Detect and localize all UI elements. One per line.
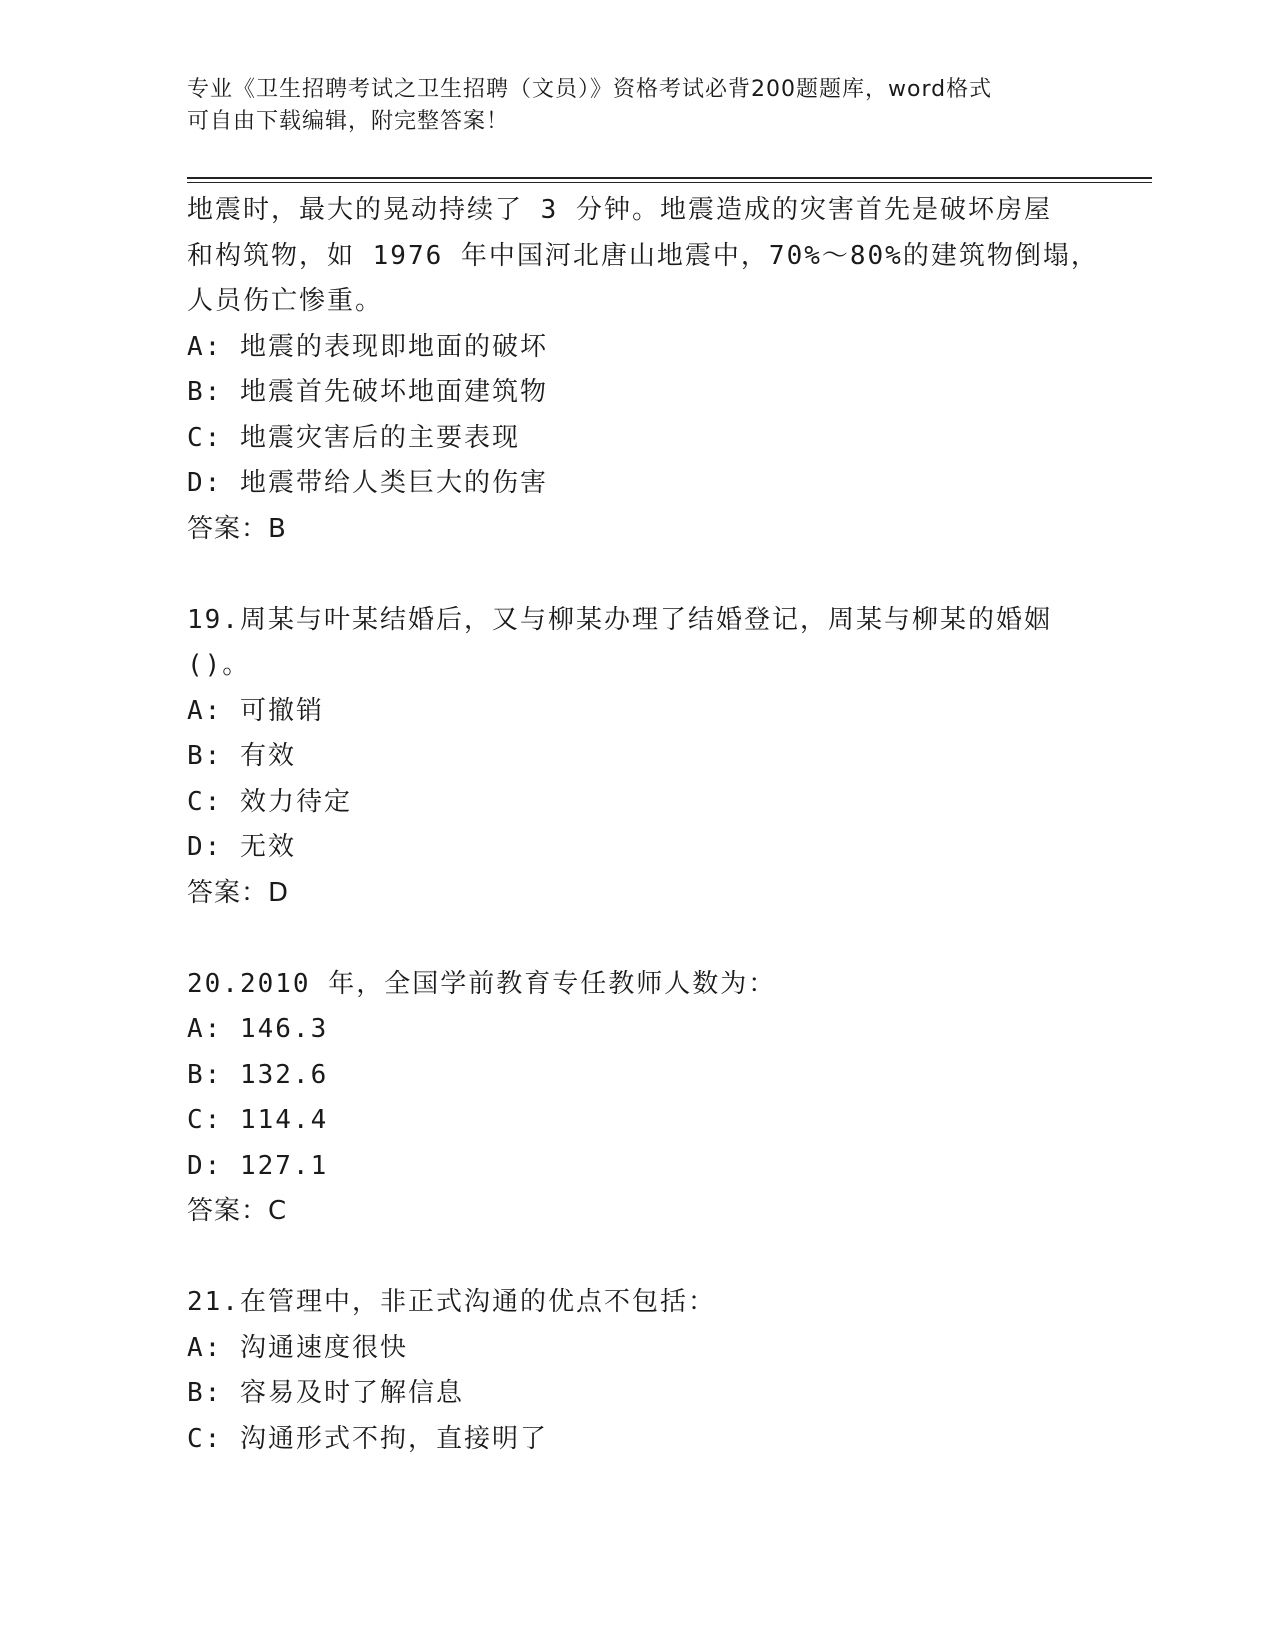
question-stem-line: ()。 [187, 650, 251, 680]
option-c: C: 地震灾害后的主要表现 [187, 422, 520, 453]
option-d: D: 无效 [187, 832, 296, 862]
question-stem-line: 地震时，最大的晃动持续了 3 分钟。地震造成的灾害首先是破坏房屋 [187, 195, 1052, 225]
option-a: A: 地震的表现即地面的破坏 [187, 331, 548, 362]
question-stem-line: 人员伤亡惨重。 [187, 286, 384, 316]
question-19 [187, 598, 1087, 917]
answer-label: 答案： [187, 1196, 269, 1226]
answer-value: B [268, 513, 287, 544]
question-stem-line: 20.2010 年，全国学前教育专任教师人数为： [187, 968, 777, 999]
option-c: C: 效力待定 [187, 786, 352, 817]
option-a: A: 146.3 [187, 1014, 329, 1044]
answer-line [187, 871, 1087, 917]
question-20 [187, 962, 1087, 1235]
option-b: B: 有效 [187, 741, 296, 771]
question-21 [187, 1280, 1087, 1462]
document-header [187, 74, 1087, 138]
answer-label: 答案： [187, 877, 269, 908]
answer-line [187, 507, 1087, 553]
header-title-line-2: 可自由下载编辑，附完整答案！ [187, 109, 510, 134]
question-content [187, 188, 1099, 1462]
option-a: A: 可撤销 [187, 695, 324, 726]
option-c: C: 沟通形式不拘，直接明了 [187, 1423, 548, 1454]
spacer [187, 916, 1087, 962]
answer-label: 答案： [187, 513, 269, 544]
answer-value: D [268, 877, 290, 908]
answer-value: C [268, 1196, 288, 1226]
header-divider-thin [187, 182, 1152, 183]
header-divider-thick [187, 177, 1152, 179]
question-18-continuation [187, 188, 1099, 552]
option-c: C: 114.4 [187, 1105, 329, 1135]
spacer [187, 1235, 1087, 1281]
question-stem-line: 19.周某与叶某结婚后，又与柳某办理了结婚登记，周某与柳某的婚姻 [187, 604, 1052, 635]
option-a: A: 沟通速度很快 [187, 1332, 408, 1363]
option-b: B: 132.6 [187, 1059, 329, 1090]
question-stem-line: 21.在管理中，非正式沟通的优点不包括： [187, 1287, 716, 1317]
answer-line [187, 1189, 1087, 1235]
option-b: B: 地震首先破坏地面建筑物 [187, 377, 548, 407]
option-d: D: 127.1 [187, 1150, 329, 1181]
spacer [187, 552, 1087, 598]
question-stem-line: 和构筑物，如 1976 年中国河北唐山地震中，70%～80%的建筑物倒塌， [187, 240, 1099, 271]
option-b: B: 容易及时了解信息 [187, 1378, 464, 1408]
header-title-line-1: 专业《卫生招聘考试之卫生招聘（文员）》资格考试必背200题题库，word格式 [187, 77, 993, 102]
option-d: D: 地震带给人类巨大的伤害 [187, 468, 548, 498]
